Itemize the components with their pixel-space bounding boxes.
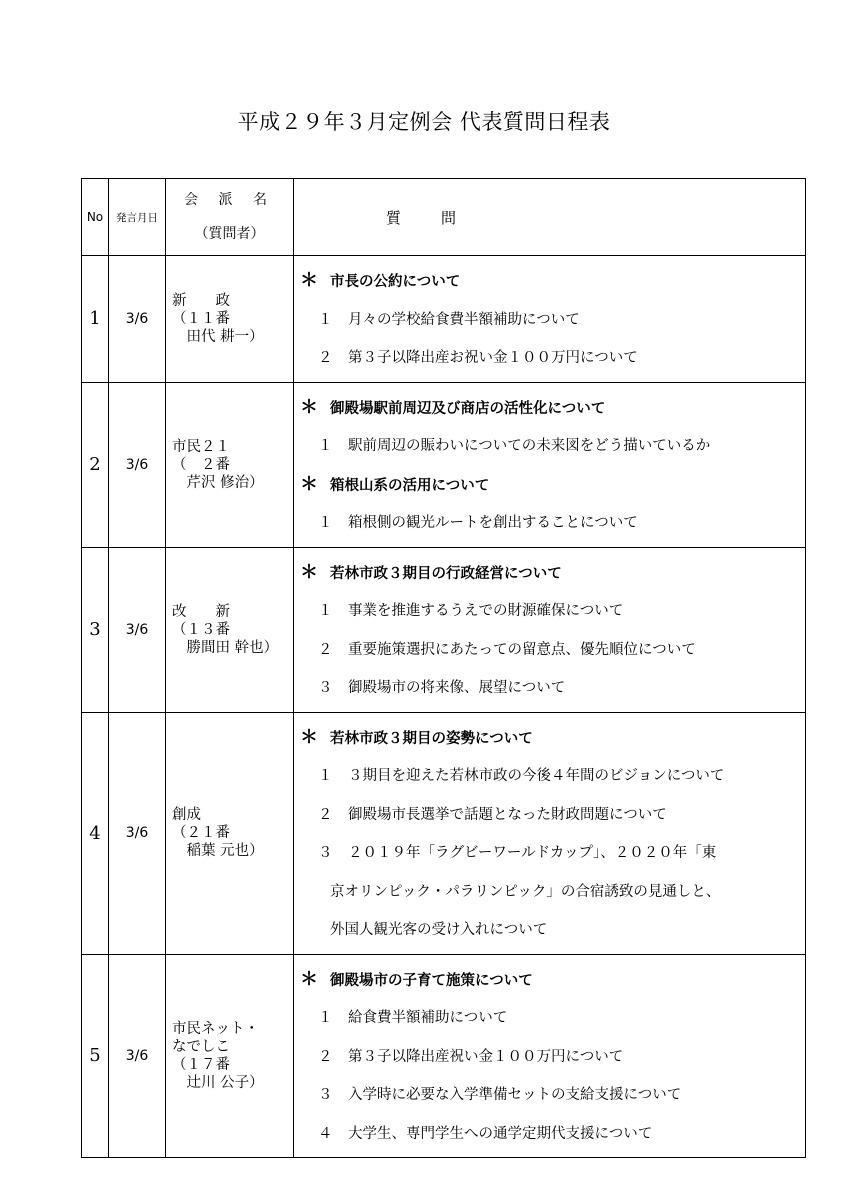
party-cell — [166, 712, 294, 954]
party-member-line: 田代 耕一） — [172, 328, 264, 345]
item-number: １ — [318, 515, 333, 531]
question-item — [300, 339, 805, 378]
item-number: ２ — [318, 806, 333, 823]
speech-date: 3/6 — [109, 256, 166, 383]
party-cell — [166, 382, 294, 547]
asterisk-icon: ＊ — [300, 561, 318, 583]
item-text: ３期目を迎えた若林市政の今後４年間のビジョンについて — [348, 768, 725, 784]
item-text: 御殿場市長選挙で話題となった財政問題について — [348, 806, 667, 823]
party-member-line: （１７番 — [172, 1056, 230, 1073]
item-text: 大学生、専門学生への通学定期代支援について — [348, 1125, 653, 1142]
item-number: ２ — [318, 1048, 333, 1065]
table-header-row — [82, 179, 806, 256]
item-number: １ — [318, 1010, 333, 1026]
item-text: 御殿場市の将来像、展望について — [348, 680, 566, 696]
row-number: 2 — [82, 382, 109, 547]
question-item — [300, 592, 805, 631]
row-number: 4 — [82, 712, 109, 954]
speech-date: 3/6 — [109, 547, 166, 712]
table-row — [82, 256, 806, 383]
party-member-line: なでしこ — [172, 1038, 230, 1055]
party-member-line: 勝間田 幹也） — [172, 639, 279, 656]
question-item — [300, 669, 805, 708]
item-continuation: 京オリンピック・パラリンピック」の合宿誘致の見通しと、 — [330, 883, 721, 900]
party-cell — [166, 547, 294, 712]
party-member-line: （２１番 — [172, 825, 230, 841]
question-item — [300, 1076, 805, 1115]
party-member-line: （１３番 — [172, 621, 230, 638]
speech-date: 3/6 — [109, 382, 166, 547]
asterisk-icon: ＊ — [300, 968, 318, 990]
row-number: 1 — [82, 256, 109, 383]
topic-text: 若林市政３期目の行政経営について — [330, 565, 562, 582]
party-name: 市民ネット・ — [172, 1020, 259, 1037]
question-topic — [300, 389, 805, 428]
party-name: 改 新 — [172, 603, 230, 620]
schedule-table — [81, 178, 806, 1158]
topic-text: 御殿場市の子育て施策について — [330, 972, 533, 989]
table-row — [82, 712, 806, 954]
header-questioner: （質問者） — [194, 226, 265, 242]
item-number: １ — [318, 438, 333, 454]
party-cell — [166, 954, 294, 1158]
question-item — [300, 757, 805, 796]
question-topic — [300, 262, 805, 301]
header-party — [166, 179, 294, 256]
table-row — [82, 382, 806, 547]
item-text: 事業を推進するうえでの財源確保について — [348, 603, 624, 619]
header-party-name: 会 派 名 — [184, 192, 275, 208]
party-name: 市民２１ — [172, 438, 230, 455]
header-question — [294, 179, 806, 256]
table-row — [82, 954, 806, 1158]
party-member-line: 辻川 公子） — [172, 1074, 264, 1091]
party-member-line: （１１番 — [172, 310, 230, 327]
question-topic — [300, 466, 805, 505]
topic-text: 箱根山系の活用について — [330, 477, 490, 494]
question-topic — [300, 961, 805, 1000]
party-name: 創成 — [172, 807, 201, 823]
question-cell — [294, 954, 806, 1158]
question-cell — [294, 547, 806, 712]
asterisk-icon: ＊ — [300, 726, 318, 748]
item-text: 第３子以降出産祝い金１００万円について — [348, 1048, 624, 1065]
item-number: ３ — [318, 1087, 333, 1103]
party-name: 新 政 — [172, 292, 230, 309]
item-number: ２ — [318, 350, 333, 366]
item-text: 駅前周辺の賑わいについての未来図をどう描いているか — [348, 438, 711, 454]
question-item — [300, 1115, 805, 1154]
question-item — [300, 999, 805, 1038]
speech-date: 3/6 — [109, 712, 166, 954]
header-question-a: 質 — [386, 208, 404, 227]
item-text: ２０１９年「ラグビーワールドカップ」、２０２０年「東 — [348, 845, 717, 861]
item-number: ２ — [318, 641, 333, 658]
party-cell — [166, 256, 294, 383]
item-number: ４ — [318, 1125, 333, 1142]
party-member-line: 稲葉 元也） — [172, 843, 264, 859]
topic-text: 御殿場駅前周辺及び商店の活性化について — [330, 400, 606, 417]
table-row — [82, 547, 806, 712]
question-topic — [300, 554, 805, 593]
item-number: １ — [318, 768, 333, 784]
header-date: 発言月日 — [109, 179, 166, 256]
party-member-line: （ ２番 — [172, 456, 230, 473]
speech-date: 3/6 — [109, 954, 166, 1158]
question-cell — [294, 712, 806, 954]
schedule-rows — [82, 256, 806, 1158]
item-text: 月々の学校給食費半額補助について — [348, 311, 580, 328]
asterisk-icon: ＊ — [300, 396, 318, 418]
question-item — [300, 631, 805, 670]
row-number: 3 — [82, 547, 109, 712]
question-item — [300, 796, 805, 835]
item-number: １ — [318, 311, 333, 328]
question-item — [300, 504, 805, 543]
item-text: 第３子以降出産お祝い金１００万円について — [348, 350, 638, 366]
question-item — [300, 834, 805, 873]
header-question-b: 問 — [441, 208, 459, 227]
item-continuation: 外国人観光客の受け入れについて — [330, 922, 548, 938]
question-cell — [294, 382, 806, 547]
asterisk-icon: ＊ — [300, 473, 318, 495]
question-item — [300, 301, 805, 340]
question-topic — [300, 719, 805, 758]
item-text: 箱根側の観光ルートを創出することについて — [348, 515, 638, 531]
item-text: 給食費半額補助について — [348, 1010, 508, 1026]
question-item — [300, 1038, 805, 1077]
item-text: 重要施策選択にあたっての留意点、優先順位について — [348, 641, 696, 658]
page-title: 平成２９年３月定例会 代表質問日程表 — [237, 110, 611, 134]
item-text: 入学時に必要な入学準備セットの支給支援について — [348, 1087, 682, 1103]
party-member-line: 芹沢 修治） — [172, 474, 264, 491]
header-no: No — [82, 179, 109, 256]
row-number: 5 — [82, 954, 109, 1158]
asterisk-icon: ＊ — [300, 270, 318, 291]
question-cell — [294, 256, 806, 383]
topic-text: 市長の公約について — [330, 274, 461, 290]
item-number: ３ — [318, 680, 333, 696]
question-item — [300, 427, 805, 466]
item-number: ３ — [318, 845, 333, 861]
topic-text: 若林市政３期目の姿勢について — [330, 730, 533, 747]
item-number: １ — [318, 603, 333, 619]
